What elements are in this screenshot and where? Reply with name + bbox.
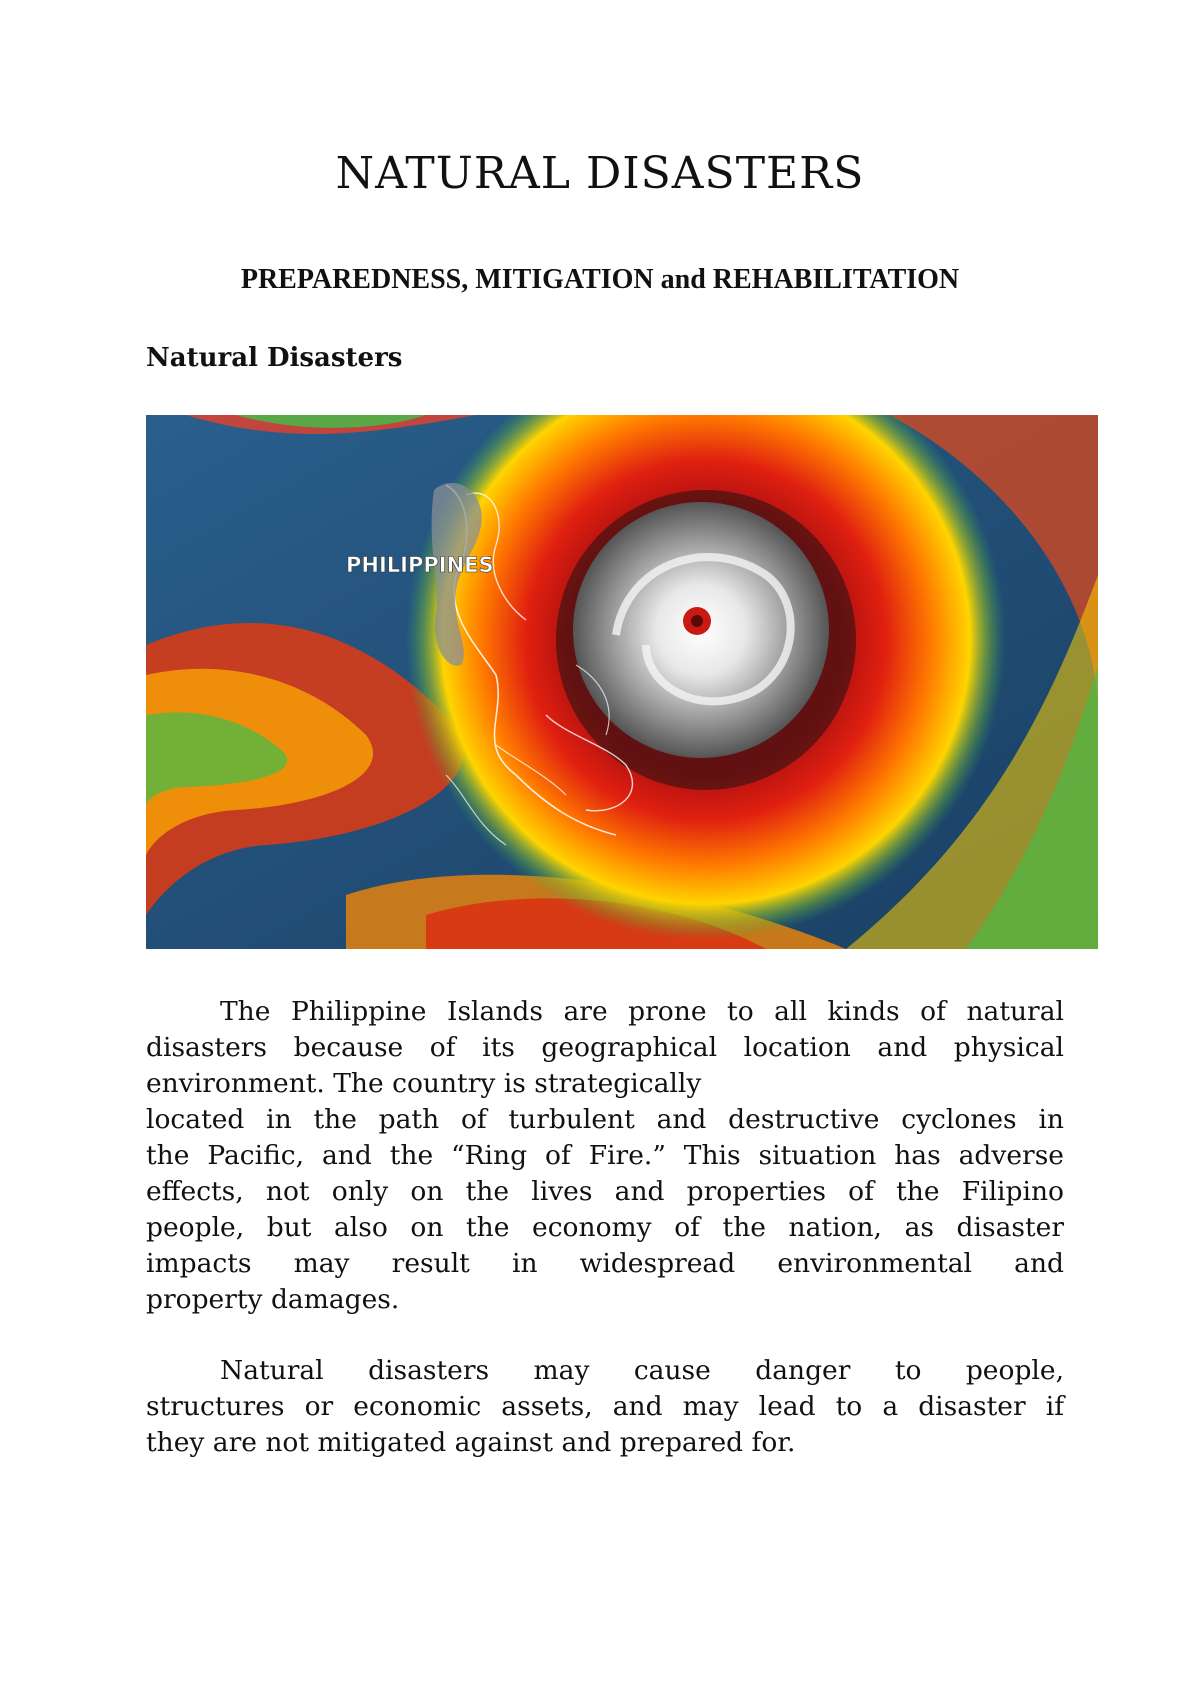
satellite-image-typhoon [146,415,1098,949]
map-label-philippines: PHILIPPINES [346,553,494,577]
page-subtitle: PREPAREDNESS, MITIGATION and REHABILITATION [240,264,960,295]
paragraph-1-line: the Pacific, and the “Ring of Fire.” This situation has adverse [146,1140,1064,1171]
paragraph-1-line: disasters because of its geographical location and physical [146,1032,1064,1063]
paragraph-1 [146,994,1064,1318]
paragraph-2-line: structures or economic assets, and may lead to a disaster if [146,1391,1064,1422]
page-title: NATURAL DISASTERS [335,148,865,199]
paragraph-1-line: people, but also on the economy of the nation, as disaster [146,1212,1064,1243]
paragraph-1-line: effects, not only on the lives and properties of the Filipino [146,1176,1064,1207]
section-heading: Natural Disasters [146,343,403,373]
paragraph-1-line: impacts may result in widespread environmental and [146,1248,1064,1279]
paragraph-2-line: they are not mitigated against and prepared for. [146,1427,796,1458]
paragraph-2 [146,1353,1064,1461]
paragraph-1-line: The Philippine Islands are prone to all kinds of natural [220,996,1064,1027]
paragraph-1-line: property damages. [146,1284,400,1315]
paragraph-1-line: located in the path of turbulent and destructive cyclones in [146,1104,1064,1135]
paragraph-1-line: environment. The country is strategically [146,1068,702,1099]
paragraph-2-line: Natural disasters may cause danger to people, [220,1355,1064,1386]
